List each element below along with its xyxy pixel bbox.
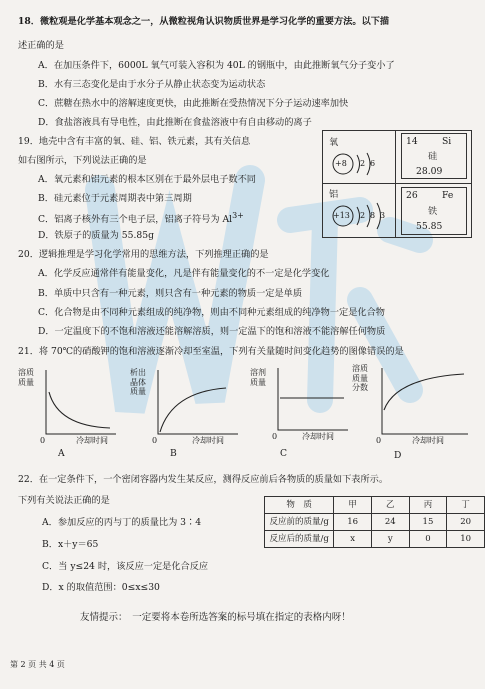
table-header-cell: 甲 bbox=[334, 497, 372, 514]
q18-stem-line2: 述正确的是 bbox=[18, 40, 64, 51]
q18-stem-line1: 18．微粒观是化学基本观念之一，从微粒视角认识物质世界是学习化学的重要方法。以下描 bbox=[18, 16, 390, 27]
chart-d-plot bbox=[352, 364, 470, 448]
q22-option-b: B．x＋y＝65 bbox=[42, 539, 99, 550]
chart-c-ylabel-2: 质量 bbox=[250, 377, 266, 387]
q20-option-d: D．一定温度下的不饱和溶液还能溶解溶质，则一定温下的饱和溶液不能溶解任何物质 bbox=[38, 326, 386, 337]
silicon-cell bbox=[401, 133, 467, 179]
q21-chart-c bbox=[250, 364, 350, 464]
table-header-cell: 物 质 bbox=[265, 497, 334, 514]
iron-number: 26 bbox=[406, 190, 418, 201]
q19-stem-line1: 19．地壳中含有丰富的氧、硅、铝、铁元素，其有关信息 bbox=[18, 136, 251, 147]
q18-option-c: C．蔗糖在热水中的溶解速度更快，由此推断在受热情况下分子运动速率加快 bbox=[38, 98, 349, 109]
aluminum-shell-1: 2 bbox=[360, 211, 366, 220]
iron-mass: 55.85 bbox=[416, 221, 443, 232]
q19-option-a: A．氧元素和铝元素的根本区别在于最外层电子数不同 bbox=[38, 174, 256, 185]
aluminum-nucleus: +13 bbox=[333, 211, 350, 220]
table-header-cell: 丙 bbox=[409, 497, 447, 514]
table-cell: 16 bbox=[334, 514, 372, 531]
chart-d-xlabel: 冷却时间 bbox=[412, 436, 444, 445]
oxygen-shell-2: 6 bbox=[370, 159, 376, 168]
table-cell: 20 bbox=[447, 514, 485, 531]
silicon-number: 14 bbox=[406, 136, 418, 147]
q19-option-c-sup: 3+ bbox=[232, 211, 244, 220]
chart-a-origin: 0 bbox=[40, 436, 46, 445]
q22-stem-line2: 下列有关说法正确的是 bbox=[18, 495, 110, 506]
table-cell: x bbox=[334, 531, 372, 548]
silicon-symbol: Si bbox=[442, 136, 452, 147]
iron-name: 铁 bbox=[428, 206, 438, 217]
silicon-name: 硅 bbox=[428, 151, 438, 162]
oxygen-name: 氧 bbox=[329, 137, 339, 148]
q19-option-b: B．硅元素位于元素周期表中第三周期 bbox=[38, 193, 192, 204]
aluminum-name: 铝 bbox=[329, 189, 339, 200]
chart-d-ylabel-1: 溶质 bbox=[352, 364, 368, 373]
friendly-tip: 友情提示： 一定要将本卷所选答案的标号填在指定的表格内呀！ bbox=[80, 612, 351, 623]
table-header-cell: 乙 bbox=[371, 497, 409, 514]
chart-c-xlabel: 冷却时间 bbox=[302, 432, 334, 441]
chart-c-plot bbox=[250, 364, 350, 444]
q22-stem-line1: 22．在一定条件下，一个密闭容器内发生某反应，测得反应前后各物质的质量如下表所示。 bbox=[18, 474, 389, 485]
table-cell: 24 bbox=[371, 514, 409, 531]
q20-option-c: C．化合物是由不同种元素组成的纯净物，则由不同种元素组成的纯净物一定是化合物 bbox=[38, 307, 385, 318]
q19-option-d: D．铁原子的质量为 55.85g bbox=[38, 230, 154, 241]
oxygen-shell-1: 2 bbox=[360, 159, 366, 168]
table-cell: 15 bbox=[409, 514, 447, 531]
aluminum-shell-3: 3 bbox=[380, 211, 386, 220]
table-cell: 0 bbox=[409, 531, 447, 548]
iron-cell bbox=[401, 187, 467, 235]
table-cell: 10 bbox=[447, 531, 485, 548]
q20-option-a: A．化学反应通常伴有能量变化，凡是伴有能量变化的不一定是化学变化 bbox=[38, 268, 330, 279]
oxygen-nucleus: +8 bbox=[335, 159, 347, 168]
chart-b-letter: B bbox=[170, 448, 177, 459]
q22-option-a: A．参加反应的丙与丁的质量比为 3∶4 bbox=[42, 517, 202, 528]
chart-a-ylabel-2: 质量 bbox=[18, 377, 34, 387]
q18-option-a: A．在加压条件下，6000L 氧气可装入容积为 40L 的钢瓶中，由此推断氧气分子变小了 bbox=[38, 60, 395, 71]
iron-symbol: Fe bbox=[442, 190, 454, 201]
silicon-mass: 28.09 bbox=[416, 166, 443, 177]
chart-b-origin: 0 bbox=[152, 436, 158, 445]
page-footer: 第 2 页 共 4 页 bbox=[10, 660, 65, 669]
table-header-row bbox=[265, 497, 485, 514]
chart-d-ylabel-3: 分数 bbox=[352, 383, 368, 393]
q20-option-b: B．单质中只含有一种元素，则只含有一种元素的物质一定是单质 bbox=[38, 288, 303, 299]
chart-c-origin: 0 bbox=[272, 432, 278, 441]
q21-chart-b bbox=[130, 368, 240, 460]
chart-d-origin: 0 bbox=[376, 436, 382, 445]
q21-stem: 21．将 70℃的硝酸钾的饱和溶液逐渐冷却至室温，下列有关量随时间变化趋势的图像错误的是 bbox=[18, 346, 404, 357]
q18-option-b: B．水有三态变化是由于水分子从静止状态变为运动状态 bbox=[38, 79, 266, 90]
q21-chart-a bbox=[18, 368, 118, 460]
chart-b-ylabel-3: 质量 bbox=[130, 387, 146, 397]
q20-stem: 20．逻辑推理是学习化学常用的思维方法，下列推理正确的是 bbox=[18, 249, 269, 260]
q21-chart-d bbox=[352, 364, 470, 464]
q19-stem-line2: 如右图所示，下列说法正确的是 bbox=[18, 155, 147, 166]
q18-option-d: D．食盐溶液具有导电性，由此推断在食盐溶液中有自由移动的离子 bbox=[38, 117, 312, 128]
q22-option-c: C．当 y≤24 时，该反应一定是化合反应 bbox=[42, 561, 209, 572]
table-row bbox=[265, 514, 485, 531]
chart-c-letter: C bbox=[280, 448, 288, 459]
table-row bbox=[265, 531, 485, 548]
q19-option-c-text: C．铝离子核外有三个电子层，铝离子符号为 Al bbox=[38, 214, 233, 226]
q22-option-d: D．x 的取值范围：0≤x≤30 bbox=[42, 582, 160, 593]
chart-b-ylabel-1: 析出 bbox=[130, 368, 146, 377]
chart-a-ylabel-1: 溶质 bbox=[18, 368, 34, 377]
chart-d-letter: D bbox=[394, 450, 402, 461]
chart-b-xlabel: 冷却时间 bbox=[192, 436, 224, 445]
aluminum-shell-2: 8 bbox=[370, 211, 376, 220]
q19-option-c bbox=[38, 211, 244, 226]
table-cell: y bbox=[371, 531, 409, 548]
chart-c-ylabel-1: 溶剂 bbox=[250, 368, 266, 377]
table-cell: 反应后的质量/g bbox=[265, 531, 334, 548]
q22-mass-table bbox=[264, 496, 485, 548]
chart-d-ylabel-2: 质量 bbox=[352, 373, 368, 383]
table-cell: 反应前的质量/g bbox=[265, 514, 334, 531]
table-header-cell: 丁 bbox=[447, 497, 485, 514]
chart-a-letter: A bbox=[58, 448, 65, 459]
chart-b-ylabel-2: 晶体 bbox=[130, 377, 146, 387]
element-info-figure bbox=[322, 130, 472, 238]
chart-a-xlabel: 冷却时间 bbox=[76, 436, 108, 445]
